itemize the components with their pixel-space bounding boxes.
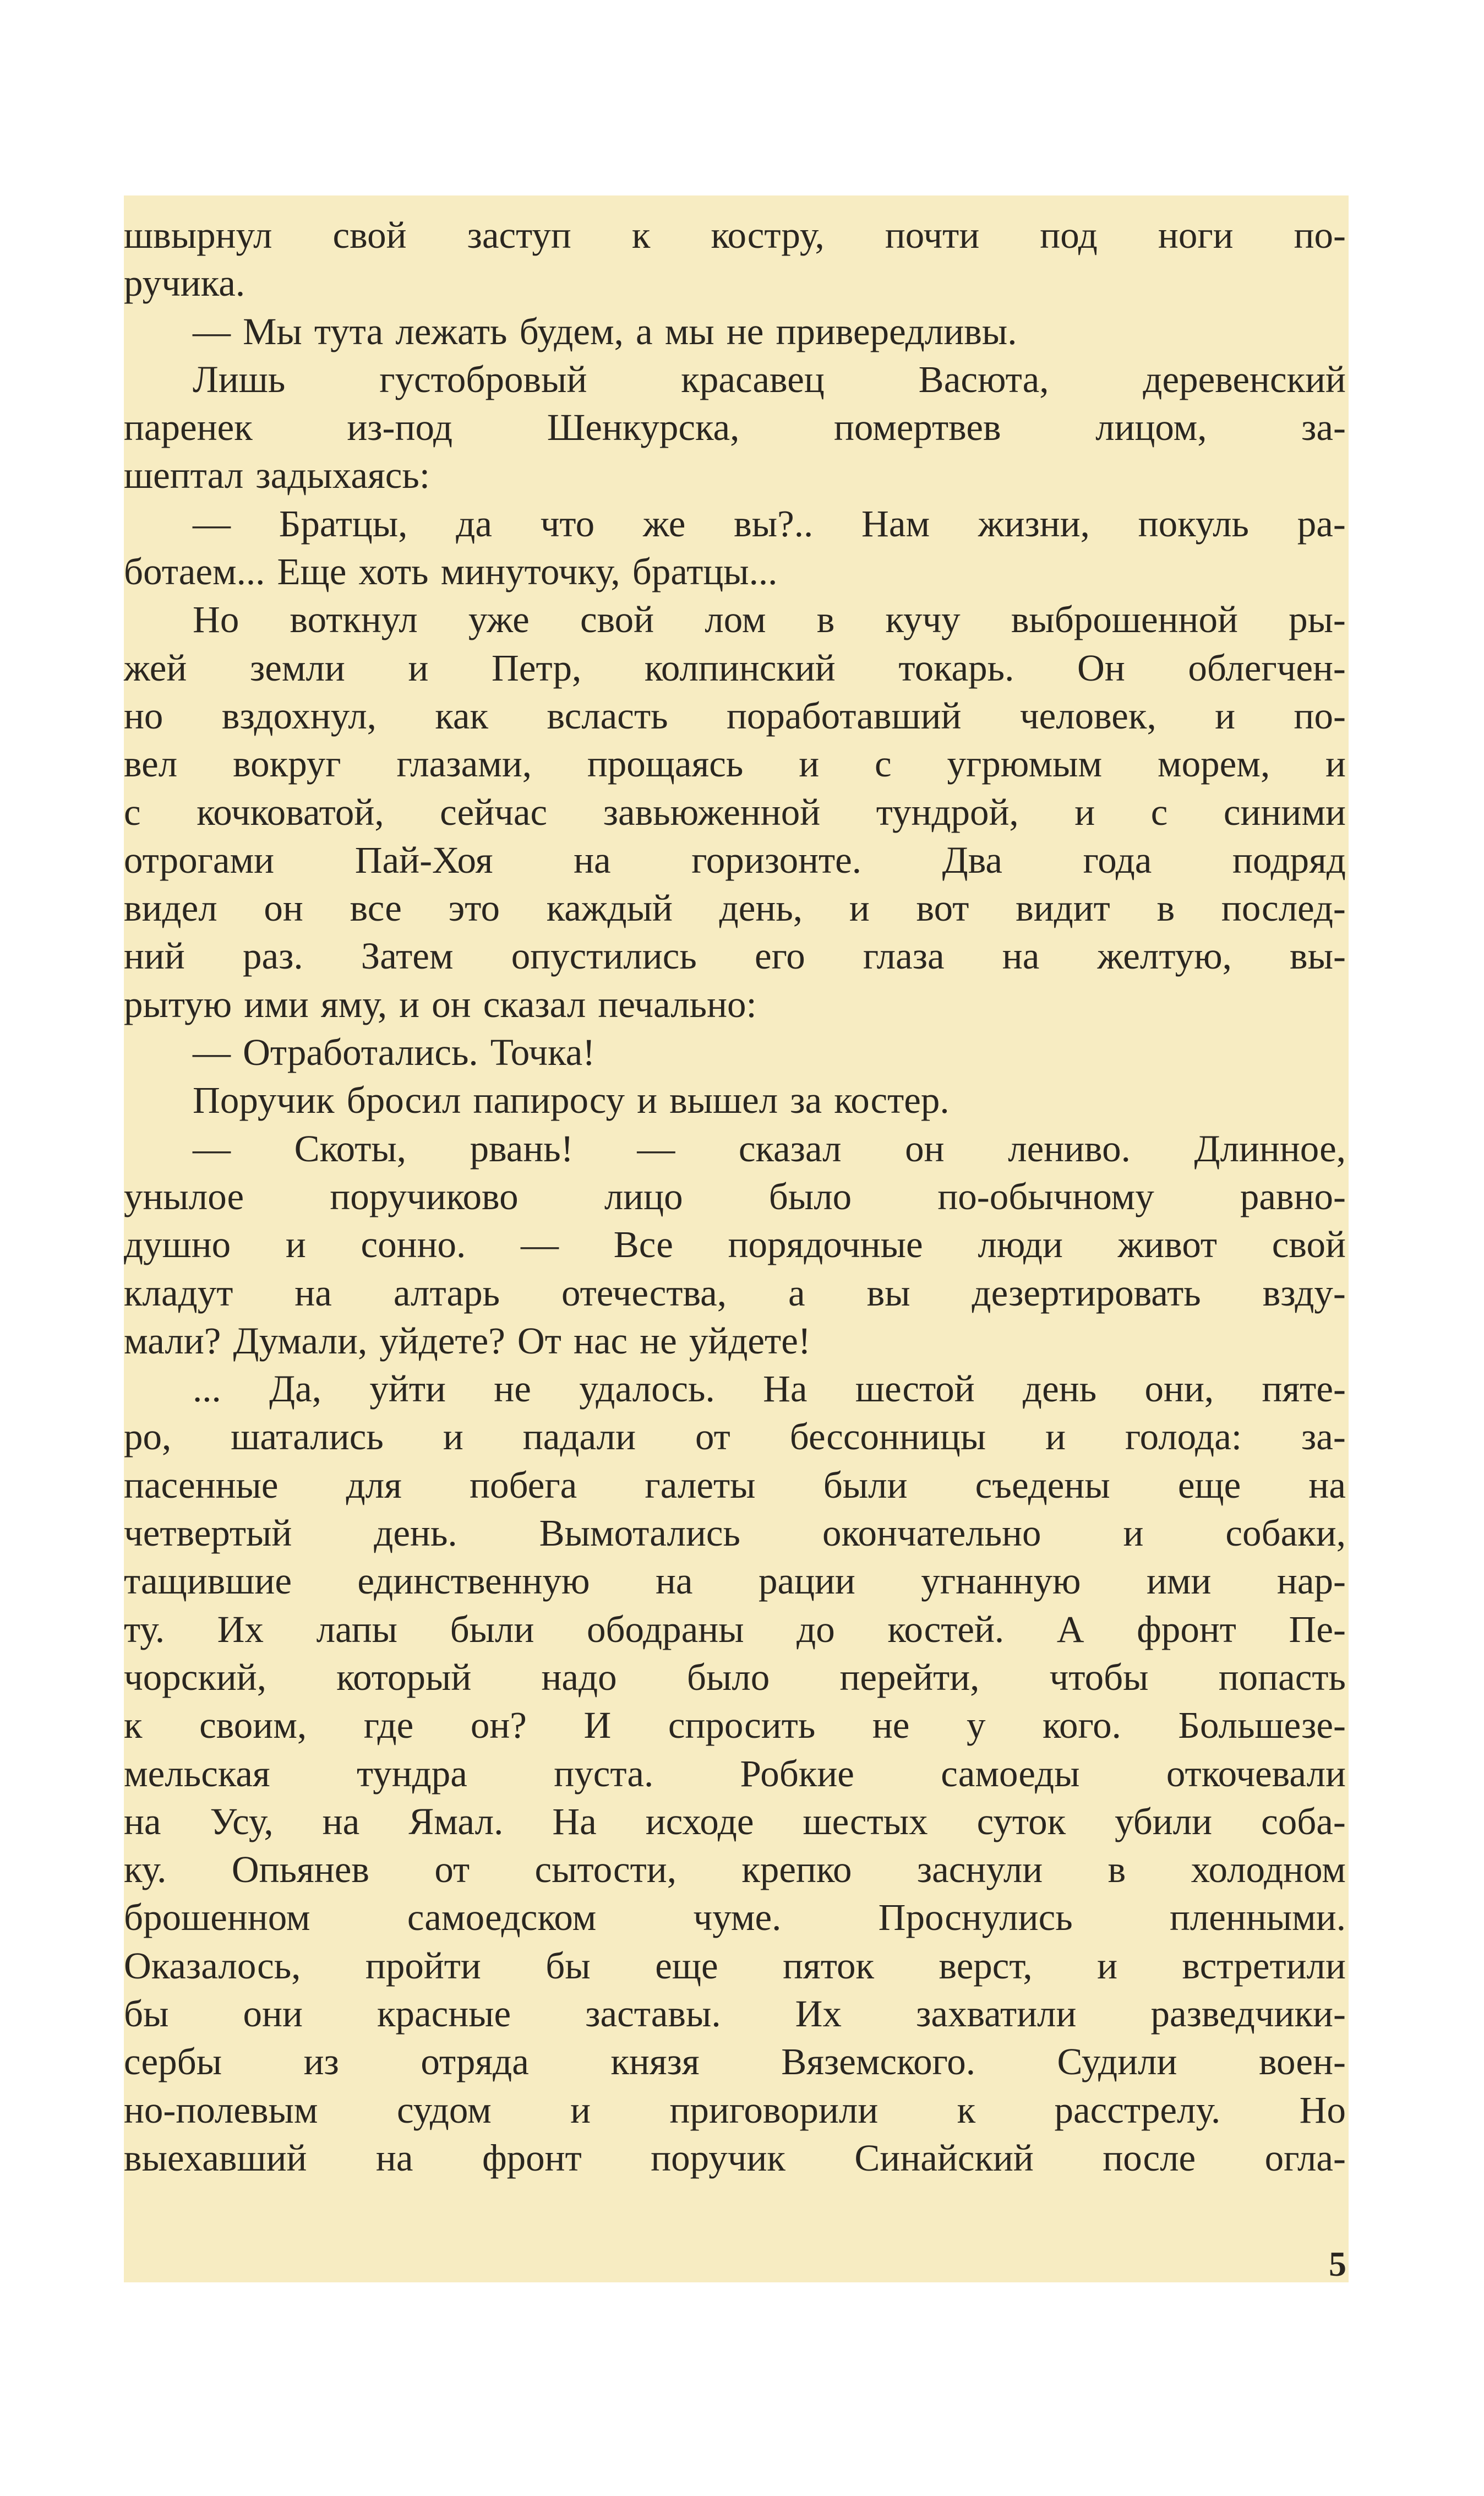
body-text bbox=[124, 211, 1346, 2182]
text-line: четвертый день. Вымотались окончательно и собаки, bbox=[124, 1512, 1346, 1554]
text-line: — Скоты, рвань! — сказал он лениво. Длинное, bbox=[193, 1127, 1346, 1170]
text-line: ний раз. Затем опустились его глаза на желтую, вы- bbox=[124, 935, 1346, 977]
text-line: Лишь густобровый красавец Васюта, деревенский bbox=[193, 358, 1346, 400]
text-line: ро, шатались и падали от бессонницы и голода: за- bbox=[124, 1416, 1346, 1458]
text-line: шептал задыхаясь: bbox=[124, 454, 430, 497]
text-line: швырнул свой заступ к костру, почти под ноги по- bbox=[124, 214, 1346, 256]
text-line: к своим, где он? И спросить не у кого. Большезе- bbox=[124, 1704, 1346, 1747]
text-line: унылое поручиково лицо было по-обычному равно- bbox=[124, 1175, 1346, 1217]
text-line: ботаем... Еще хоть минуточку, братцы... bbox=[124, 551, 778, 593]
text-line: — Мы тута лежать будем, а мы не привередливы. bbox=[193, 310, 1017, 352]
text-line: Оказалось, пройти бы еще пяток верст, и встретили bbox=[124, 1944, 1346, 1987]
text-line: — Отработались. Точка! bbox=[193, 1031, 596, 1074]
text-line: Поручик бросил папиросу и вышел за костер. bbox=[193, 1079, 950, 1122]
text-line: ... Да, уйти не удалось. На шестой день они, пяте- bbox=[193, 1368, 1346, 1410]
text-line: мали? Думали, уйдете? От нас не уйдете! bbox=[124, 1319, 811, 1362]
text-line: брошенном самоедском чуме. Проснулись пленными. bbox=[124, 1896, 1346, 1939]
text-line: видел он все это каждый день, и вот видит в послед- bbox=[124, 887, 1346, 929]
text-line: выехавший на фронт поручик Синайский после огла- bbox=[124, 2136, 1346, 2179]
text-line: но вздохнул, как всласть поработавший человек, и по- bbox=[124, 694, 1346, 737]
text-line: сербы из отряда князя Вяземского. Судили воен- bbox=[124, 2041, 1346, 2083]
text-line: отрогами Пай-Хоя на горизонте. Два года подряд bbox=[124, 839, 1346, 881]
text-line: ку. Опьянев от сытости, крепко заснули в холодном bbox=[124, 1848, 1346, 1891]
page-number: 5 bbox=[1329, 2244, 1346, 2283]
text-line: душно и сонно. — Все порядочные люди живот свой bbox=[124, 1223, 1346, 1266]
text-line: но-полевым судом и приговорили к расстрелу. Но bbox=[124, 2089, 1346, 2131]
text-line: мельская тундра пуста. Робкие самоеды откочевали bbox=[124, 1752, 1346, 1794]
text-line: ручика. bbox=[124, 262, 245, 304]
text-line: на Усу, на Ямал. На исходе шестых суток убили соба- bbox=[124, 1800, 1346, 1842]
text-line: рытую ими яму, и он сказал печально: bbox=[124, 983, 757, 1025]
text-line: вел вокруг глазами, прощаясь и с угрюмым морем, и bbox=[124, 743, 1346, 785]
text-line: тащившие единственную на рации угнанную ими нар- bbox=[124, 1560, 1346, 1602]
text-line: паренек из-под Шенкурска, помертвев лицом, за- bbox=[124, 406, 1346, 449]
text-line: Но воткнул уже свой лом в кучу выброшенной ры- bbox=[193, 599, 1346, 641]
text-line: жей земли и Петр, колпинский токарь. Он облегчен- bbox=[124, 646, 1346, 689]
text-line: кладут на алтарь отечества, а вы дезертировать взду- bbox=[124, 1271, 1346, 1314]
text-line: бы они красные заставы. Их захватили разведчики- bbox=[124, 1992, 1346, 2035]
text-line: чорский, который надо было перейти, чтобы попасть bbox=[124, 1656, 1346, 1698]
text-line: — Братцы, да что же вы?.. Нам жизни, покуль ра- bbox=[193, 502, 1346, 545]
text-line: пасенные для побега галеты были съедены еще на bbox=[124, 1464, 1346, 1506]
text-line: ту. Их лапы были ободраны до костей. А фронт Пе- bbox=[124, 1608, 1346, 1650]
text-line: с кочковатой, сейчас завьюженной тундрой, и с синими bbox=[124, 791, 1346, 833]
